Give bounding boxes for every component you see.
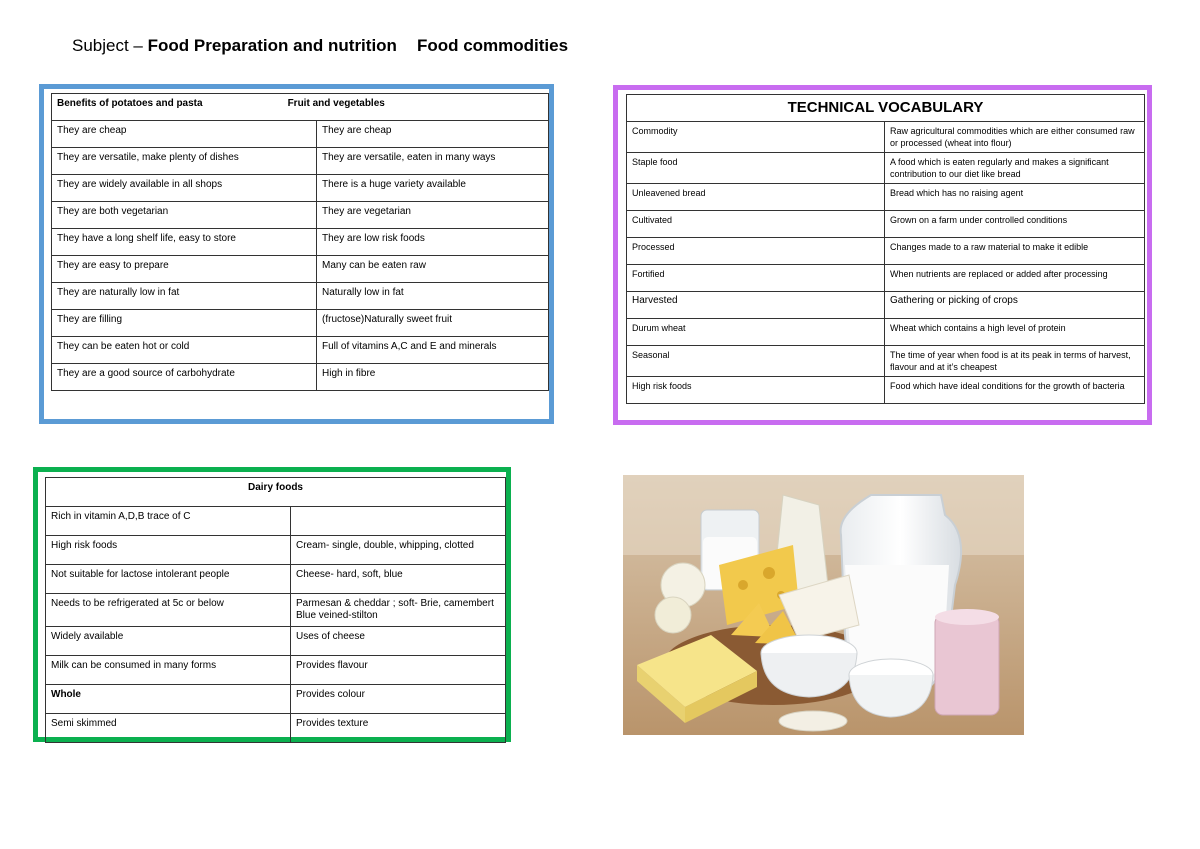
benefits-cell: There is a huge variety available bbox=[317, 175, 549, 202]
benefits-header-right: Fruit and vegetables bbox=[287, 98, 385, 109]
dairy-cell: Provides colour bbox=[291, 685, 506, 714]
benefits-cell: They are filling bbox=[52, 310, 317, 337]
dairy-row bbox=[46, 656, 506, 685]
benefits-row bbox=[52, 310, 549, 337]
benefits-cell: High in fibre bbox=[317, 364, 549, 391]
dairy-row bbox=[46, 685, 506, 714]
dairy-title: Dairy foods bbox=[46, 478, 506, 507]
benefits-cell: They are low risk foods bbox=[317, 229, 549, 256]
benefits-cell: They are a good source of carbohydrate bbox=[52, 364, 317, 391]
vocab-row bbox=[627, 238, 1145, 265]
vocab-cell: Harvested bbox=[627, 292, 885, 319]
benefits-row bbox=[52, 121, 549, 148]
benefits-header-left: Benefits of potatoes and pasta bbox=[57, 98, 203, 109]
vocab-cell: Gathering or picking of crops bbox=[885, 292, 1145, 319]
vocab-cell: Changes made to a raw material to make it edible bbox=[885, 238, 1145, 265]
benefits-cell: They can be eaten hot or cold bbox=[52, 337, 317, 364]
benefits-table bbox=[51, 93, 549, 391]
vocab-cell: Staple food bbox=[627, 153, 885, 184]
dairy-row bbox=[46, 714, 506, 743]
vocab-cell: High risk foods bbox=[627, 377, 885, 404]
vocab-cell: Raw agricultural commodities which are either consumed raw or processed (wheat into flour) bbox=[885, 122, 1145, 153]
vocab-row bbox=[627, 346, 1145, 377]
vocab-cell: A food which is eaten regularly and makes a significant contribution to our diet like bread bbox=[885, 153, 1145, 184]
dairy-cell: Widely available bbox=[46, 627, 291, 656]
page-title bbox=[72, 36, 568, 56]
benefits-header-row bbox=[52, 94, 549, 121]
vocab-table bbox=[626, 94, 1145, 404]
vocab-cell: When nutrients are replaced or added after processing bbox=[885, 265, 1145, 292]
benefits-cell: They are both vegetarian bbox=[52, 202, 317, 229]
benefits-cell: They are versatile, eaten in many ways bbox=[317, 148, 549, 175]
dairy-cell: Semi skimmed bbox=[46, 714, 291, 743]
vocab-cell: Seasonal bbox=[627, 346, 885, 377]
benefits-row bbox=[52, 256, 549, 283]
vocab-cell: Wheat which contains a high level of protein bbox=[885, 319, 1145, 346]
vocab-cell: Fortified bbox=[627, 265, 885, 292]
benefits-row bbox=[52, 337, 549, 364]
dairy-cell: Milk can be consumed in many forms bbox=[46, 656, 291, 685]
benefits-row bbox=[52, 283, 549, 310]
vocab-cell: Grown on a farm under controlled conditions bbox=[885, 211, 1145, 238]
benefits-cell: They are naturally low in fat bbox=[52, 283, 317, 310]
dairy-row bbox=[46, 507, 506, 536]
dairy-cell: Rich in vitamin A,D,B trace of C bbox=[46, 507, 291, 536]
benefits-cell: They are easy to prepare bbox=[52, 256, 317, 283]
benefits-cell: (fructose)Naturally sweet fruit bbox=[317, 310, 549, 337]
vocab-cell: Food which have ideal conditions for the growth of bacteria bbox=[885, 377, 1145, 404]
dairy-cell bbox=[291, 507, 506, 536]
vocab-cell: Durum wheat bbox=[627, 319, 885, 346]
benefits-cell: They are versatile, make plenty of dishes bbox=[52, 148, 317, 175]
benefits-cell: Naturally low in fat bbox=[317, 283, 549, 310]
benefits-cell: Full of vitamins A,C and E and minerals bbox=[317, 337, 549, 364]
benefits-row bbox=[52, 364, 549, 391]
benefits-cell: They have a long shelf life, easy to store bbox=[52, 229, 317, 256]
vocab-row bbox=[627, 265, 1145, 292]
dairy-cell: Parmesan & cheddar ; soft- Brie, camembert Blue veined-stilton bbox=[291, 594, 506, 627]
dairy-photo-illustration bbox=[623, 475, 1024, 735]
title-subject: Food Preparation and nutrition bbox=[147, 36, 397, 55]
vocab-row bbox=[627, 211, 1145, 238]
title-prefix: Subject – bbox=[72, 36, 148, 55]
dairy-row bbox=[46, 536, 506, 565]
dairy-cell: Needs to be refrigerated at 5c or below bbox=[46, 594, 291, 627]
dairy-cell: Provides texture bbox=[291, 714, 506, 743]
benefits-row bbox=[52, 148, 549, 175]
vocab-cell: Cultivated bbox=[627, 211, 885, 238]
dairy-cell: High risk foods bbox=[46, 536, 291, 565]
dairy-products-photo bbox=[623, 475, 1024, 735]
dairy-cell: Not suitable for lactose intolerant people bbox=[46, 565, 291, 594]
vocab-cell: Commodity bbox=[627, 122, 885, 153]
vocab-row bbox=[627, 292, 1145, 319]
benefits-cell: They are cheap bbox=[52, 121, 317, 148]
vocab-cell: The time of year when food is at its peak in terms of harvest, flavour and at it’s cheapest bbox=[885, 346, 1145, 377]
dairy-row bbox=[46, 627, 506, 656]
dairy-row bbox=[46, 594, 506, 627]
dairy-cell: Provides flavour bbox=[291, 656, 506, 685]
title-topic: Food commodities bbox=[416, 36, 569, 55]
vocab-cell: Bread which has no raising agent bbox=[885, 184, 1145, 211]
dairy-row bbox=[46, 565, 506, 594]
dairy-table bbox=[45, 477, 506, 743]
vocab-cell: Unleavened bread bbox=[627, 184, 885, 211]
vocab-row bbox=[627, 377, 1145, 404]
dairy-cell: Whole bbox=[46, 685, 291, 714]
dairy-header-row bbox=[46, 478, 506, 507]
vocab-row bbox=[627, 122, 1145, 153]
dairy-cell: Cream- single, double, whipping, clotted bbox=[291, 536, 506, 565]
dairy-cell: Cheese- hard, soft, blue bbox=[291, 565, 506, 594]
benefits-header-cell bbox=[52, 94, 549, 121]
benefits-row bbox=[52, 229, 549, 256]
benefits-row bbox=[52, 175, 549, 202]
vocab-row bbox=[627, 319, 1145, 346]
vocab-header-row bbox=[627, 95, 1145, 122]
benefits-cell: Many can be eaten raw bbox=[317, 256, 549, 283]
vocab-cell: Processed bbox=[627, 238, 885, 265]
vocab-row bbox=[627, 184, 1145, 211]
benefits-cell: They are widely available in all shops bbox=[52, 175, 317, 202]
vocab-title: TECHNICAL VOCABULARY bbox=[627, 95, 1145, 122]
dairy-cell: Uses of cheese bbox=[291, 627, 506, 656]
benefits-cell: They are vegetarian bbox=[317, 202, 549, 229]
benefits-row bbox=[52, 202, 549, 229]
benefits-cell: They are cheap bbox=[317, 121, 549, 148]
vocab-row bbox=[627, 153, 1145, 184]
